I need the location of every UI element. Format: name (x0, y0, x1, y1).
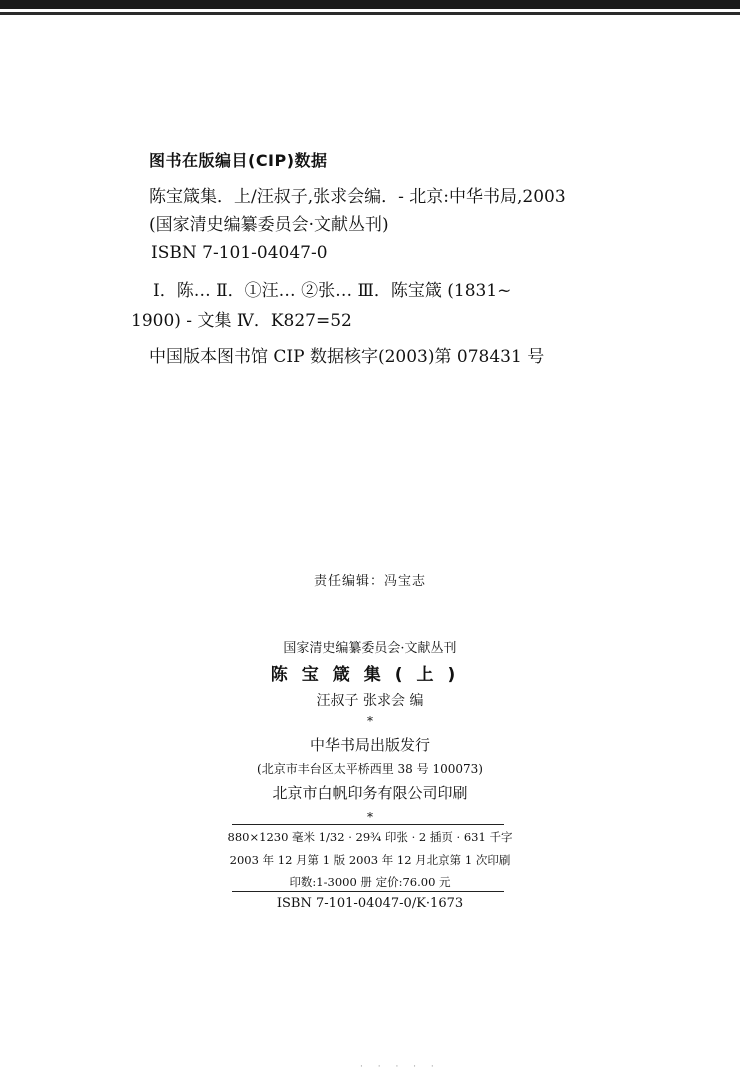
cip-title-line: 陈宝箴集．上/汪叔子,张求会编．- 北京:中华书局,2003 (149, 187, 566, 207)
scan-top-border-thin (0, 12, 740, 15)
scan-top-border (0, 0, 740, 9)
publisher-address: (北京市丰台区太平桥西里 38 号 100073) (257, 762, 483, 776)
series-name: 国家清史编纂委员会·文献丛刊 (283, 641, 457, 656)
separator-star-1: * (367, 714, 373, 728)
publisher: 中华书局出版发行 (309, 736, 430, 754)
separator-star-2: * (367, 810, 373, 824)
isbn-full: ISBN 7-101-04047-0/K·1673 (276, 896, 464, 911)
book-title: 陈宝箴集(上) (270, 665, 470, 685)
scan-specks: · · · · · (360, 1062, 440, 1072)
cip-isbn-line: ISBN 7-101-04047-0 (151, 243, 328, 263)
cip-heading: 图书在版编目(CIP)数据 (149, 151, 328, 170)
format-specs: 880×1230 毫米 1/32 · 29¾ 印张 · 2 插页 · 631 千字 (227, 830, 513, 844)
cip-classification-line-1: Ⅰ．陈… Ⅱ．①汪… ②张… Ⅲ．陈宝箴 (1831~ (153, 281, 512, 301)
edition-info: 2003 年 12 月第 1 版 2003 年 12 月北京第 1 次印刷 (229, 853, 511, 867)
printer: 北京市白帆印务有限公司印刷 (272, 784, 468, 802)
cip-series-line: (国家清史编纂委员会·文献丛刊) (149, 215, 389, 235)
responsible-editor: 责任编辑：冯宝志 (313, 574, 426, 589)
cip-record-number: 中国版本图书馆 CIP 数据核字(2003)第 078431 号 (149, 347, 545, 367)
rule-top (232, 824, 504, 825)
cip-classification-line-2: 1900) - 文集 Ⅳ．K827=52 (131, 311, 352, 331)
rule-bottom (232, 891, 504, 892)
print-run-price: 印数:1-3000 册 定价:76.00 元 (289, 875, 451, 889)
book-authors: 汪叔子 张求会 编 (316, 693, 424, 709)
